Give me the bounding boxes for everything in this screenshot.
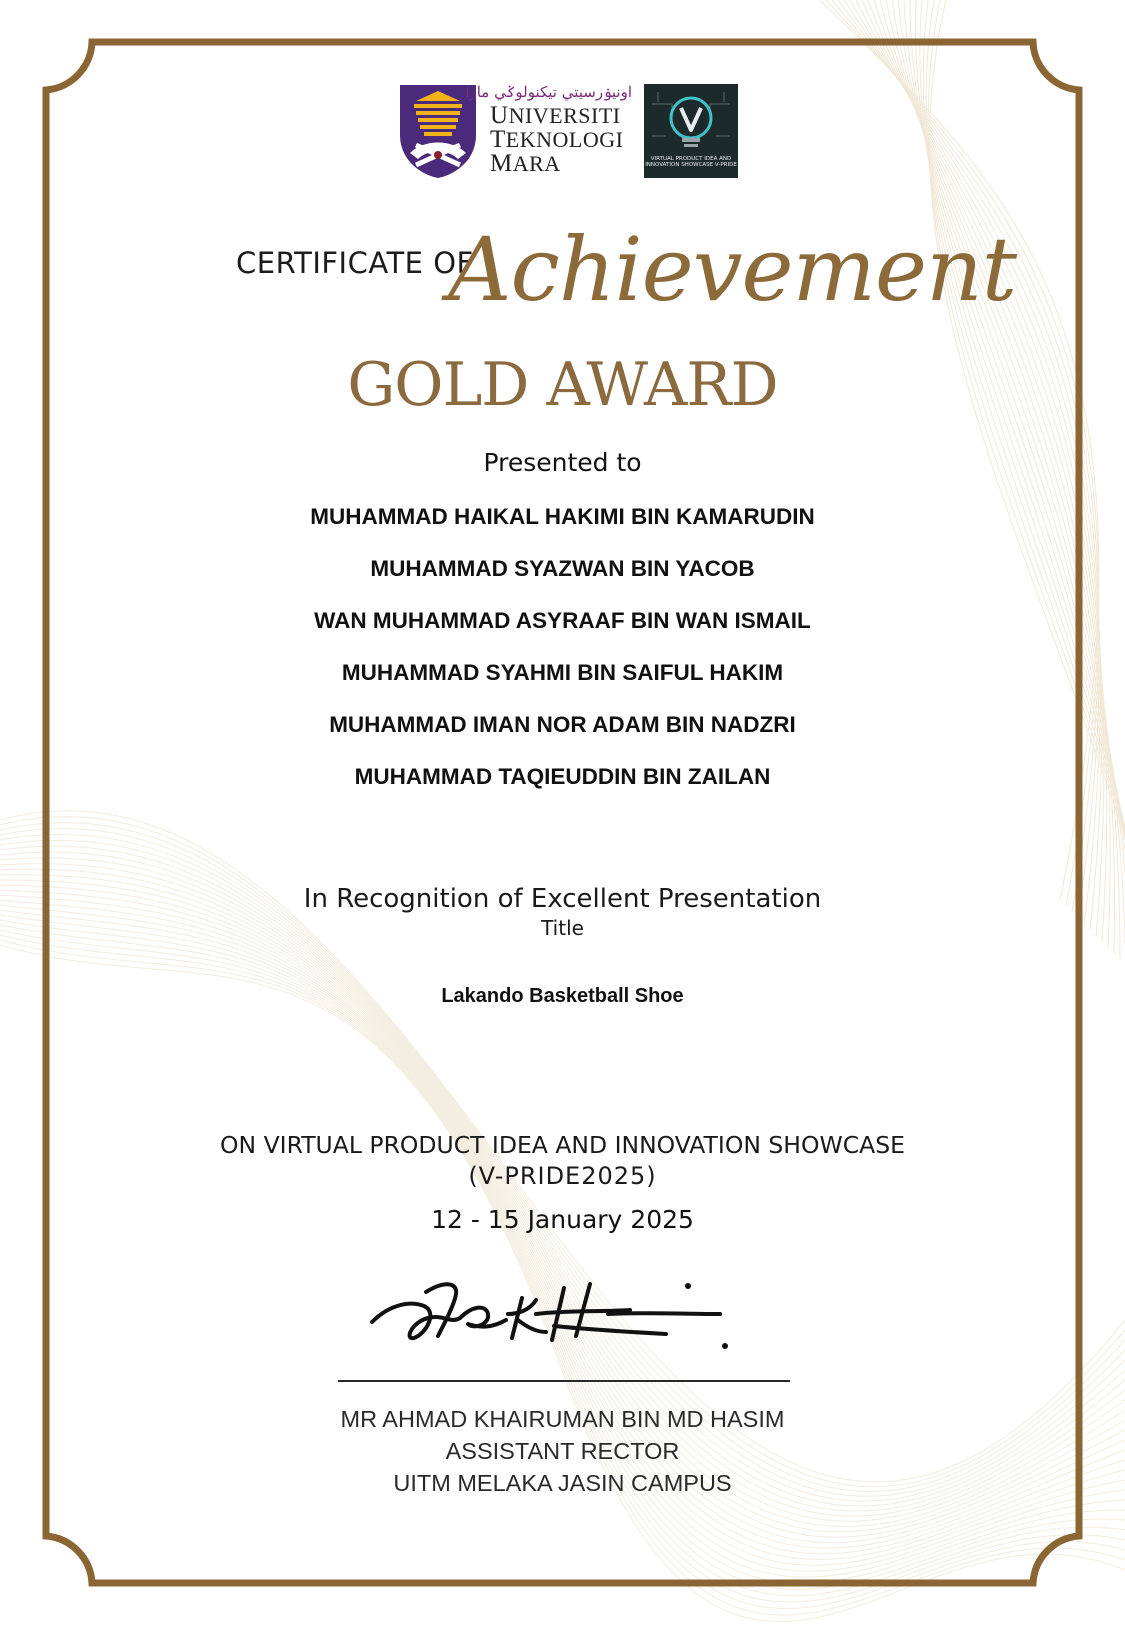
recipient-name: MUHAMMAD IMAN NOR ADAM BIN NADZRI (329, 712, 796, 737)
event-code: (V-PRIDE2025) (468, 1162, 657, 1190)
recognition-text: In Recognition of Excellent Presentation (303, 884, 822, 914)
recipient-name: MUHAMMAD SYAHMI BIN SAIFUL HAKIM (341, 660, 784, 685)
uitm-wordmark (465, 83, 632, 179)
uitm-wordmark-line-3: MARA (490, 150, 561, 177)
recipient-list (0, 500, 1125, 812)
recipient-name: MUHAMMAD HAIKAL HAKIMI BIN KAMARUDIN (310, 504, 815, 529)
event-date: 12 - 15 January 2025 (431, 1205, 694, 1234)
logo-header (398, 83, 738, 179)
vpride-caption: VIRTUAL PRODUCT IDEA AND INNOVATION SHOWCASE V-PRIDE (645, 156, 737, 168)
recipient-name: MUHAMMAD SYAZWAN BIN YACOB (370, 556, 755, 581)
title-label: Title (541, 916, 584, 940)
achievement-script-heading: Achievement (448, 218, 1017, 321)
recipient-name: MUHAMMAD TAQIEUDDIN BIN ZAILAN (354, 764, 771, 789)
vpride-logo (644, 84, 738, 178)
signature-line (338, 1380, 790, 1382)
signatory-campus: UITM MELAKA JASIN CAMPUS (393, 1470, 732, 1496)
certificate-of-heading: CERTIFICATE OF (236, 246, 474, 280)
uitm-jawi-script: اونيۏرسيتي تيكنولوݢي مارا (465, 83, 632, 101)
event-name: ON VIRTUAL PRODUCT IDEA AND INNOVATION SHOWCASE (220, 1131, 905, 1159)
uitm-wordmark-line-1: UNIVERSITI (490, 102, 621, 129)
signatory-position: ASSISTANT RECTOR (445, 1438, 680, 1464)
uitm-wordmark-line-2: TEKNOLOGI (490, 126, 624, 153)
recipient-name: WAN MUHAMMAD ASYRAAF BIN WAN ISMAIL (314, 608, 811, 633)
award-level: GOLD AWARD (347, 350, 778, 420)
project-title: Lakando Basketball Shoe (441, 985, 684, 1007)
presented-to-label: Presented to (483, 448, 642, 477)
signature (368, 1270, 748, 1355)
signatory-name: MR AHMAD KHAIRUMAN BIN MD HASIM (340, 1406, 785, 1432)
